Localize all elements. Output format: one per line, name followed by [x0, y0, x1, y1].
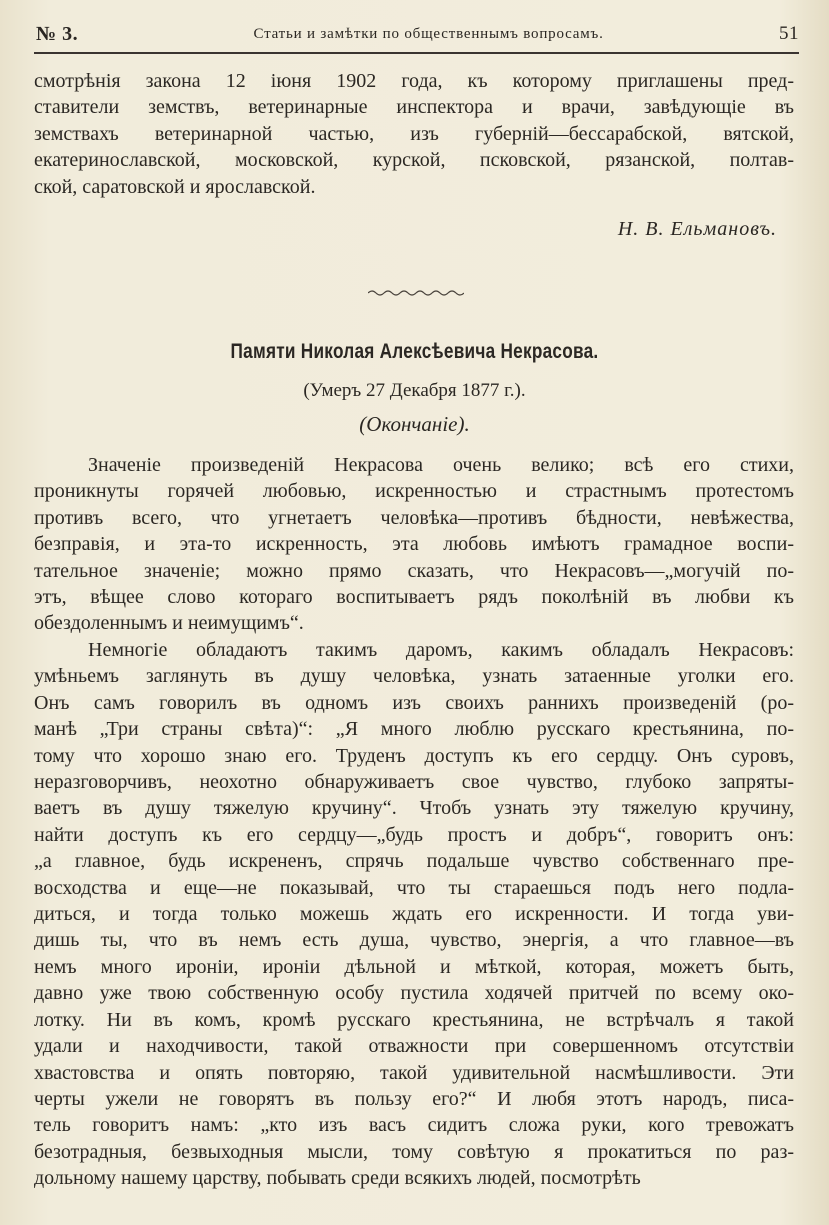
- section-divider: [368, 288, 464, 298]
- text-line: земствахъ ветеринарной частью, изъ губерній—бессарабской, вятской,: [34, 122, 794, 145]
- header-rule: [34, 52, 799, 54]
- article-title: Памяти Николая Алексѣевича Некрасова.: [230, 340, 599, 363]
- page-number: 51: [779, 23, 799, 44]
- article-subtitle: (Умеръ 27 Декабря 1877 г.).: [303, 380, 526, 401]
- text-line: умѣньемъ заглянуть въ душу человѣка, узнать затаенные уголки его.: [34, 665, 794, 688]
- running-header: [36, 16, 799, 52]
- issue-number: № 3.: [36, 22, 79, 45]
- text-line: противъ всего, что угнетаетъ человѣка—противъ бѣдности, невѣжества,: [34, 506, 794, 529]
- text-line: хвастовства и опять повторяю, такой удивительной насмѣшливости. Эти: [34, 1061, 794, 1084]
- text-line: манѣ „Три страны свѣта)“: „Я много люблю русскаго крестьянина, по-: [34, 718, 794, 741]
- text-line: немъ много ироніи, ироніи дѣльной и мѣткой, которая, можетъ быть,: [34, 955, 794, 978]
- text-line: диться, и тогда только можешь ждать его искренности. И тогда уви-: [34, 903, 794, 926]
- text-line: восходства и еще—не показывай, что ты стараешься подъ него подла-: [34, 876, 794, 899]
- text-line: ской, саратовской и ярославской.: [34, 175, 316, 198]
- text-line: тель говоритъ намъ: „кто изъ васъ сидитъ сложа руки, кого тревожатъ: [34, 1114, 794, 1137]
- text-line: обездоленнымъ и неимущимъ“.: [34, 612, 304, 635]
- text-line: удали и находчивости, такой отважности при совершенномъ отсутствіи: [34, 1035, 794, 1058]
- text-line: проникнуты горячей любовью, искренностью и страстнымъ протестомъ: [34, 480, 794, 503]
- text-line: безправія, и эта-то искренность, эта любовь имѣютъ грамадное воспи-: [34, 533, 794, 556]
- text-line: тому что хорошо знаю его. Труденъ доступъ къ его сердцу. Онъ суровъ,: [34, 744, 794, 767]
- top-paragraph: [34, 68, 794, 200]
- text-line: тательное значеніе; можно прямо сказать, что Некрасовъ—„могучій по-: [34, 559, 794, 582]
- text-line: ваетъ въ душу тяжелую кручину“. Чтобъ узнать эту тяжелую кручину,: [34, 797, 794, 820]
- text-line: ставители земствъ, ветеринарные инспектора и врачи, завѣдующіе въ: [34, 96, 794, 119]
- section-title: Статьи и замѣтки по общественнымъ вопросамъ.: [253, 25, 604, 42]
- text-line: „а главное, будь искрененъ, спрячь подальше чувство собственнаго пре-: [34, 850, 794, 873]
- text-line: черты ужели не говорятъ въ пользу его?“ И любя этотъ народъ, писа-: [34, 1087, 794, 1110]
- text-line: дишь ты, что въ немъ есть душа, чувство, энергія, а что главное—въ: [34, 929, 794, 952]
- text-line: Онъ самъ говорилъ въ одномъ изъ своихъ раннихъ произведеній (ро-: [34, 691, 794, 714]
- text-line: Немногіе обладаютъ такимъ даромъ, какимъ обладалъ Некрасовъ:: [88, 639, 794, 661]
- text-line: смотрѣнія закона 12 іюня 1902 года, къ которому приглашены пред-: [34, 70, 794, 92]
- text-line: этъ, вѣщее слово котораго воспитываетъ рядъ поколѣній въ любви къ: [34, 586, 794, 609]
- text-line: екатеринославской, московской, курской, псковской, рязанской, полтав-: [34, 149, 794, 172]
- text-line: неразговорчивъ, неохотно обнаруживаетъ свое чувство, глубоко запряты-: [34, 771, 794, 794]
- author-signature: Н. В. Ельмановъ.: [617, 218, 777, 240]
- text-line: безотрадныя, безвыходныя мысли, тому совѣтую я прокатиться по раз-: [34, 1140, 794, 1163]
- text-line: найти доступъ къ его сердцу—„будь простъ и добръ“, говоритъ онъ:: [34, 823, 794, 846]
- text-line: дольному нашему царству, побывать среди всякихъ людей, посмотрѣть: [34, 1167, 641, 1190]
- text-line: лотку. Ни въ комъ, кромѣ русскаго крестьянина, не встрѣчалъ я такой: [34, 1008, 794, 1031]
- article-paragraph-1: [34, 452, 794, 637]
- text-line: давно уже твою собственную особу пустила ходячей притчей по всему око-: [34, 982, 794, 1005]
- continuation-note: (Окончаніе).: [359, 412, 470, 436]
- text-line: Значеніе произведеній Некрасова очень велико; всѣ его стихи,: [88, 454, 794, 476]
- article-paragraph-2: [34, 637, 794, 1192]
